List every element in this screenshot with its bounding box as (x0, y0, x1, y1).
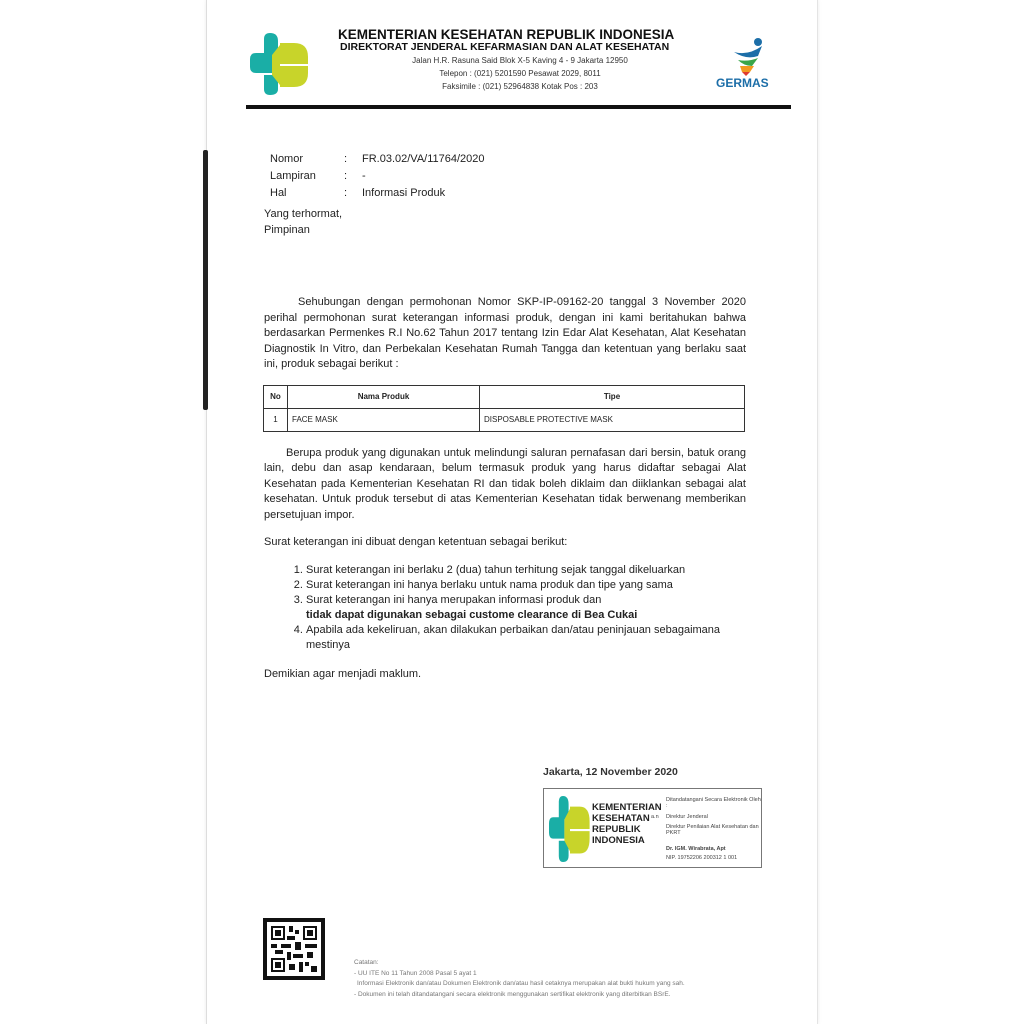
conditions-list (264, 563, 746, 653)
footer-notes (354, 958, 685, 1000)
logo-line: KESEHATAN (592, 813, 650, 824)
notes-title: Catatan: (354, 959, 379, 966)
phone: Telepon : (021) 5201590 Pesawat 2029, 8011 (439, 69, 601, 78)
meta-value: - (362, 170, 366, 182)
cell-type: DISPOSABLE PROTECTIVE MASK (480, 408, 745, 431)
logo-line: REPUBLIK (592, 824, 641, 835)
letterhead-contact (340, 54, 700, 93)
an-label: a.n (651, 814, 659, 820)
meta-row (270, 152, 493, 167)
logo-line: INDONESIA (592, 835, 645, 846)
note-line: - Dokumen ini telah ditandatangani secara elektronik menggunakan sertifikat elektronik yang diterbitkan BSrE. (354, 990, 671, 998)
signature-logo-text (592, 802, 662, 846)
meta-label: Lampiran (270, 170, 316, 182)
qr-code-icon (263, 918, 325, 980)
condition-text: Surat keterangan ini hanya merupakan informasi produk dan (306, 593, 602, 606)
table-row (264, 408, 745, 431)
col-type: Tipe (480, 385, 745, 408)
product-table (263, 385, 745, 432)
col-product-name: Nama Produk (288, 385, 480, 408)
kemenkes-logo-icon (250, 33, 310, 95)
signer-nip: NIP. 19752206 200312 1 001 (666, 855, 738, 861)
col-no: No (264, 385, 288, 408)
condition-item: 2. Surat keterangan ini hanya berlaku untuk nama produk dan tipe yang sama (306, 578, 746, 593)
signer-title-1: Direktur Jenderal (666, 814, 708, 820)
salutation (264, 207, 342, 238)
directorate-name: DIREKTORAT JENDERAL KEFARMASIAN DAN ALAT KESEHATAN (340, 41, 670, 53)
condition-item: 4. Apabila ada kekeliruan, akan dilakukan perbaikan dan/atau peninjauan sebagaimana mestinya (306, 623, 746, 653)
meta-value: FR.03.02/VA/11764/2020 (362, 153, 485, 165)
meta-label: Nomor (270, 153, 304, 165)
fax: Faksimile : (021) 52964838 Kotak Pos : 203 (442, 82, 598, 91)
condition-bold-text: tidak dapat digunakan sebagai custome clearance di Bea Cukai (306, 608, 638, 621)
note-line: - UU ITE No 11 Tahun 2008 Pasal 5 ayat 1 (354, 969, 477, 977)
logo-line: KEMENTERIAN (592, 802, 662, 813)
paragraph-request: Sehubungan dengan permohonan Nomor SKP-IP-09162-20 tanggal 3 November 2020 perihal permohonan surat keterangan informasi produk, dengan ini kami beritahukan bahwa berdasarkan Permenkes R.I No.62 Tahun 2017 tentang Izin Edar Alat Kesehatan, Alat Kesehatan Diagnostik In Vitro, dan Perbekalan Kesehatan Rumah Tangga dan ketentuan yang berlaku saat ini, produk sebagai berikut : (264, 296, 746, 370)
salutation-line: Yang terhormat, (264, 208, 343, 220)
signer-name: Dr. IGM. Wirabrata, Apt (666, 846, 726, 852)
closing: Demikian agar menjadi maklum. (264, 667, 422, 680)
meta-value: Informasi Produk (362, 187, 446, 199)
paragraph-conditions-intro: Surat keterangan ini dibuat dengan ketentuan sebagai berikut: (264, 536, 568, 548)
kemenkes-logo-icon (549, 796, 591, 862)
note-line: Informasi Elektronik dan/atau Dokumen Elektronik dan/atau hasil cetaknya merupakan alat bukti hukum yang sah. (357, 980, 685, 987)
letter-body (264, 295, 746, 682)
table-header-row (264, 385, 745, 408)
meta-sep: : (344, 170, 348, 182)
germas-label: GERMAS (716, 76, 769, 90)
ministry-name: KEMENTERIAN KESEHATAN REPUBLIK INDONESIA (338, 27, 675, 42)
meta-sep: : (344, 153, 348, 165)
condition-item: 1. Surat keterangan ini berlaku 2 (dua) tahun terhitung sejak tanggal dikeluarkan (306, 563, 746, 578)
letter-meta (268, 150, 495, 203)
cell-no: 1 (264, 408, 288, 431)
germas-logo-icon (728, 34, 768, 76)
paragraph-description: Berupa produk yang digunakan untuk melindungi saluran pernafasan dari bersin, batuk orang lain, debu dan asap kendaraan, belum termasuk produk yang harus didaftar sebagai Alat Kesehatan pada Kementerian Kesehatan RI dan tidak boleh diklaim dan diiklankan sebagai alat kesehatan. Untuk produk tersebut di atas Kementerian Kesehatan tidak berwenang memberikan persetujuan impor. (264, 446, 746, 521)
place-date: Jakarta, 12 November 2020 (543, 766, 678, 778)
meta-label: Hal (270, 187, 287, 199)
meta-row (270, 169, 493, 184)
cell-product-name: FACE MASK (288, 408, 480, 431)
page-edge (203, 150, 208, 410)
signed-by-label: Ditandatangani Secara Elektronik Oleh : (666, 797, 761, 809)
e-signature-box (543, 788, 762, 868)
address: Jalan H.R. Rasuna Said Blok X-5 Kaving 4 - 9 Jakarta 12950 (412, 56, 628, 65)
meta-sep: : (344, 187, 348, 199)
condition-item (306, 593, 746, 623)
letterhead-divider (246, 105, 791, 109)
meta-row (270, 186, 493, 201)
signer-title-2: Direktur Penilaian Alat Kesehatan dan PKRT (666, 824, 759, 836)
recipient-line: Pimpinan (264, 223, 310, 236)
